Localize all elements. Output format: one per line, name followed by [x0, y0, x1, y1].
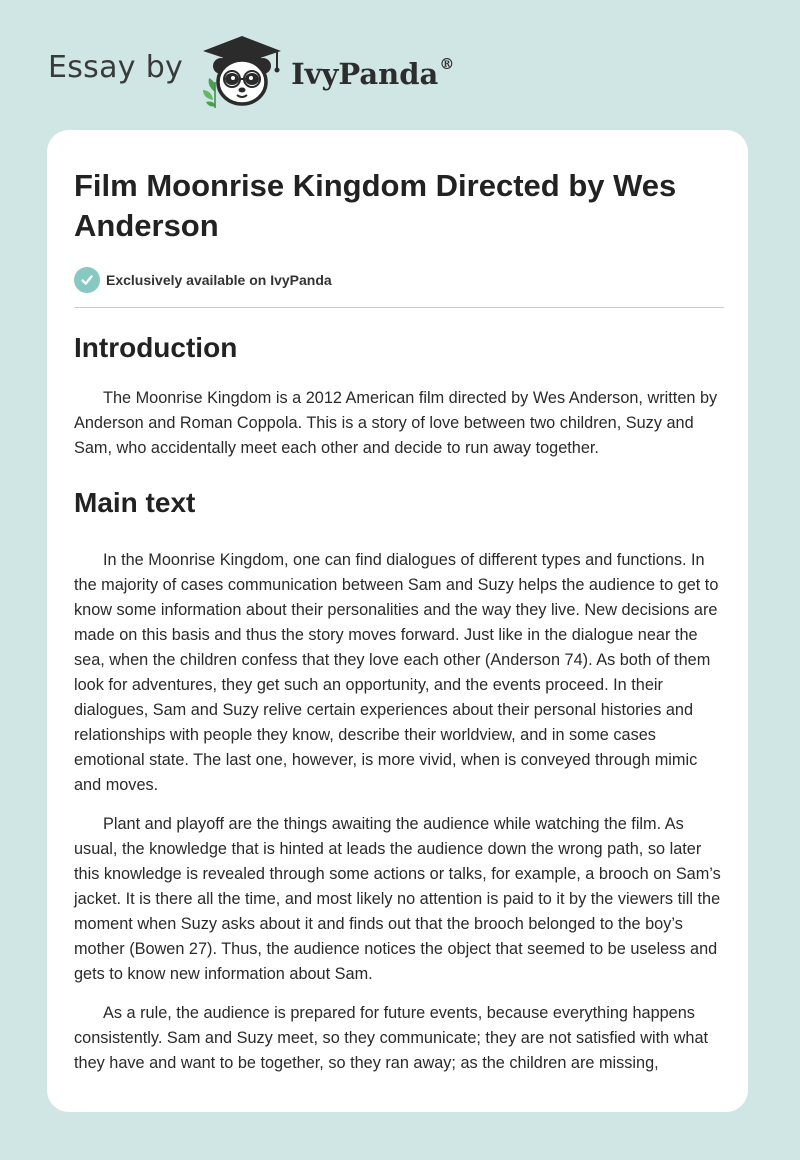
exclusive-badge	[74, 266, 724, 294]
paragraph: Plant and playoff are the things awaiting the audience while watching the film. As usual, the knowledge that is hinted at leads the audience down the wrong path, so later this knowledge is revealed through some actions or talks, for example, a brooch on Sam’s jacket. It is there all the time, and most likely no attention is paid to it by the viewers till the moment when Suzy asks about it and finds out that the brooch belonged to the boy’s mother (Bowen 27). Thus, the audience notices the object that seemed to be useless and gets to know new information about Sam.	[74, 815, 721, 983]
essay-content	[74, 166, 724, 1076]
exclusive-label: Exclusively available on IvyPanda	[106, 272, 332, 288]
section-heading-main-text: Main text	[74, 487, 196, 518]
paragraph: The Moonrise Kingdom is a 2012 American film directed by Wes Anderson, written by Anderson and Roman Coppola. This is a story of love between two children, Suzy and Sam, who accidentally meet each other and decide to run away together.	[74, 389, 718, 457]
brand-name[interactable]: IvyPanda®	[291, 55, 455, 91]
page-title: Film Moonrise Kingdom Directed by Wes Anderson	[74, 168, 677, 243]
check-icon	[74, 267, 100, 293]
divider	[74, 307, 724, 308]
paragraph: In the Moonrise Kingdom, one can find dialogues of different types and functions. In the majority of cases communication between Sam and Suzy helps the audience to get to know some information about their personalities and the way they live. New decisions are made on this basis and thus the story moves forward. Just like in the dialogue near the sea, when the children confess that they love each other (Anderson 74). As both of them look for adventures, they get such an opportunity, and the events proceed. In their dialogues, Sam and Suzy relive certain experiences about their personal histories and relationships with people they know, describe their worldview, and in some cases emotional state. The last one, however, is more vivid, when is conveyed through mimic and moves.	[74, 551, 719, 794]
panda-logo-icon[interactable]	[197, 34, 287, 110]
registered-mark: ®	[439, 55, 455, 74]
essay-by-label: Essay by	[48, 49, 184, 85]
site-header	[48, 34, 454, 110]
essay-card	[47, 130, 748, 1112]
section-heading-introduction: Introduction	[74, 332, 238, 363]
paragraph: As a rule, the audience is prepared for future events, because everything happens consistently. Sam and Suzy meet, so they communicate; they are not satisfied with what they have and want to be together, so they ran away; as the children are missing,	[74, 1004, 709, 1072]
